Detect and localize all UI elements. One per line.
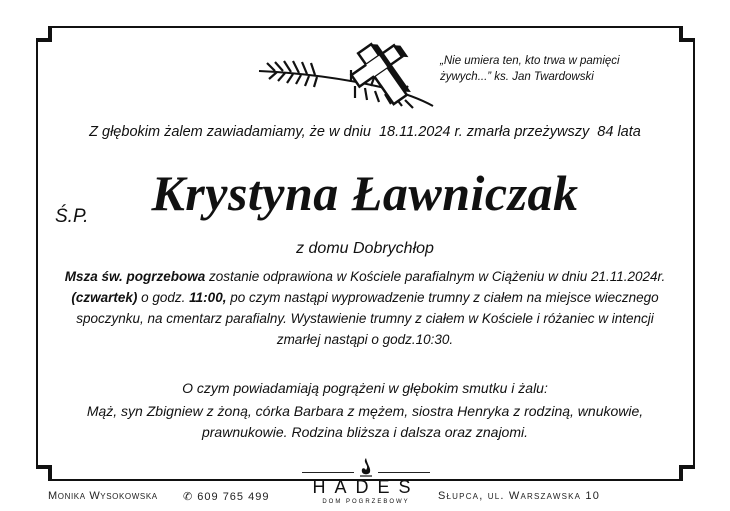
address: Słupca, ul. Warszawska 10 <box>438 490 601 502</box>
announcement-prefix: Z głębokim żalem zawiadamiamy, że w dniu <box>89 124 371 140</box>
death-date: 18.11.2024 <box>378 124 451 140</box>
funeral-text-1: zostanie odprawiona w Kościele parafialnym w Ciążeniu w dniu 21.11.2024r. <box>205 269 666 284</box>
contact-name: Monika Wysokowska <box>48 490 158 502</box>
age: 84 lata <box>597 124 641 140</box>
brand-name: HADES <box>312 477 420 497</box>
quote-block <box>440 53 660 85</box>
logo-rule-right <box>378 472 430 473</box>
cross-with-palm-icon <box>255 36 435 116</box>
funeral-text-3: po czym nastąpi wyprowadzenie trumny z ciałem na miejsce wiecznego spoczynku, na cmentarz parafialny. Wystawienie trumny z ciałem w Kościele i różaniec w intencji zmarłej nastąpi o godz.10:30. <box>76 290 659 347</box>
funeral-details <box>60 266 670 350</box>
honorific: Ś.P. <box>55 206 89 227</box>
death-announcement <box>0 124 730 140</box>
mourners-intro: O czym powiadamiają pogrążeni w głębokim smutku i żalu: <box>182 380 548 396</box>
funeral-time: 11:00, <box>189 290 227 305</box>
mourners-list: Mąż, syn Zbigniew z żoną, córka Barbara z mężem, siostra Henryka z rodziną, wnukowie, prawnukowie. Rodzina bliższa i dalsza oraz znajomi. <box>86 403 644 440</box>
logo-rule-left <box>302 472 354 473</box>
phone-number <box>183 490 269 503</box>
maiden-name: z domu Dobrychłop <box>296 240 434 257</box>
quote-line-1: „Nie umiera ten, kto trwa w pamięci <box>440 55 620 67</box>
brand-subtitle: DOM POGRZEBOWY <box>322 499 410 505</box>
phone-icon: ✆ <box>183 491 194 503</box>
announcement-suffix: r. zmarła przeżywszy <box>454 124 590 140</box>
funeral-weekday: (czwartek) <box>71 290 138 305</box>
mass-label: Msza św. pogrzebowa <box>64 269 206 284</box>
phone-value: 609 765 499 <box>197 491 270 503</box>
funeral-text-2: o godz. <box>137 290 190 305</box>
quote-line-2: żywych...” ks. Jan Twardowski <box>440 71 594 83</box>
deceased-name: Krystyna Ławniczak <box>151 165 579 221</box>
